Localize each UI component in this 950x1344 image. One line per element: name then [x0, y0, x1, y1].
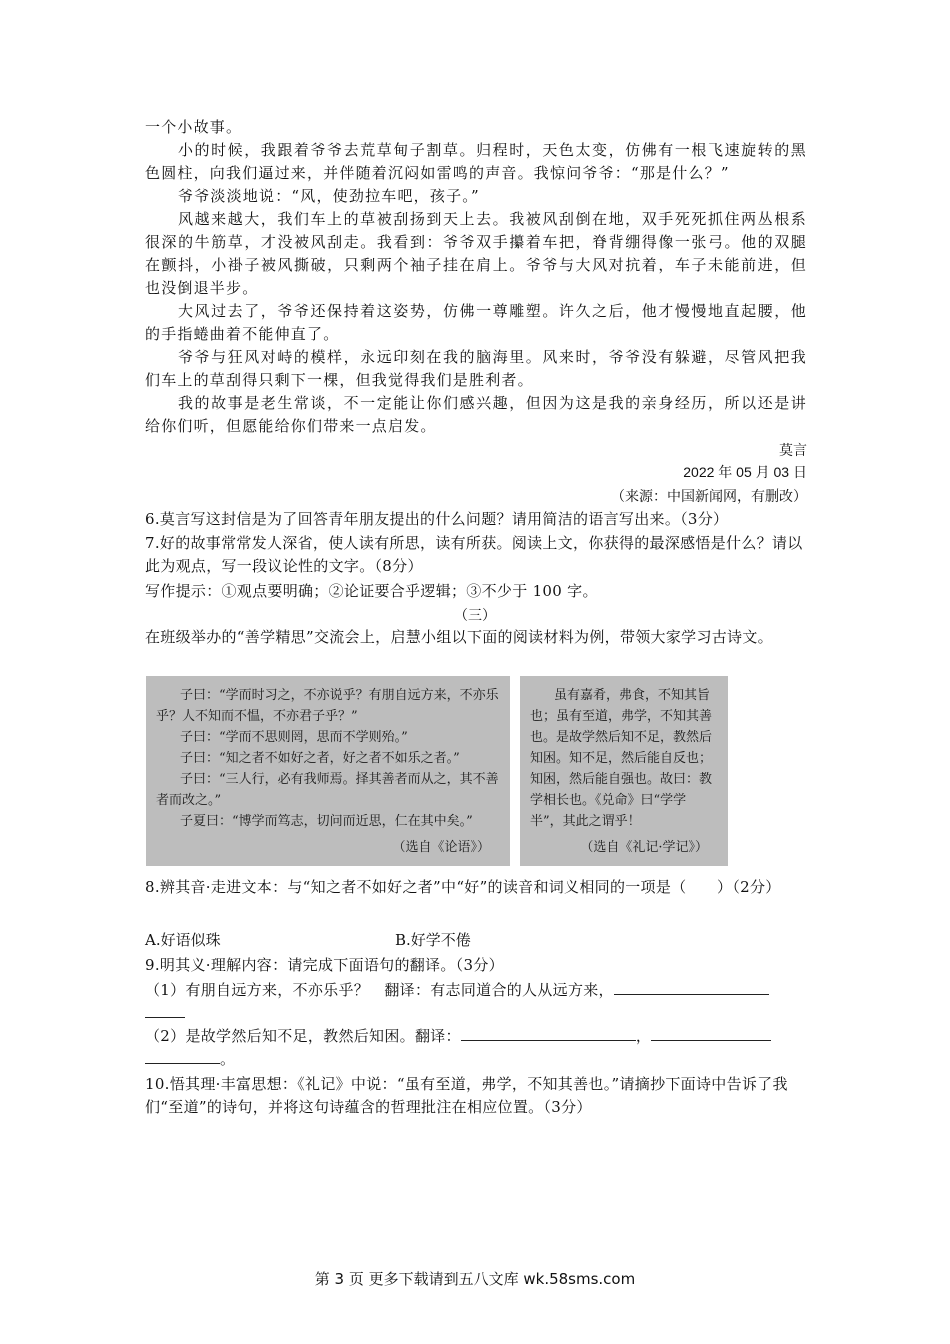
story-paragraph-6: 我的故事是老生常谈，不一定能让你们感兴趣，但因为这是我的亲身经历，所以还是讲给你们听，但愿能给你们带来一点启发。 [145, 394, 807, 435]
story-paragraph-3: 风越来越大，我们车上的草被刮扬到天上去。我被风刮倒在地，双手死死抓住两丛根系很深的牛筋草，才没被风刮走。我看到：爷爷双手攥着车把，脊背绷得像一张弓。他的双腿在颤抖，小褂子被风撕破，只剩两个袖子挂在肩上。爷爷与大风对抗着，车子未能前进，但也没倒退半步。 [145, 210, 807, 297]
question-9-item-1-text: （1）有朋自远方来，不亦乐乎？ 翻译：有志同道合的人从远方来， [145, 981, 614, 999]
liji-excerpt-box [520, 676, 728, 866]
story-paragraph-1: 小的时候，我跟着爷爷去荒草甸子割草。归程时，天色太变，仿佛有一根飞速旋转的黑色圆柱，向我们逼过来，并伴随着沉闷如雷鸣的声音。我惊问爷爷：“那是什么？” [145, 141, 807, 182]
story-opening: 一个小故事。 [145, 118, 243, 136]
lunyu-line-2: 子曰：“学而不思则罔，思而不学则殆。” [180, 730, 408, 745]
question-8: 8.辨其音·走进文本：与“知之者不如好之者”中“好”的读音和词义相同的一项是（ ）（2分） [145, 878, 781, 896]
source-note: （来源：中国新闻网，有删改） [611, 489, 807, 505]
question-8-option-a: A.好语似珠 [145, 931, 221, 949]
lunyu-line-3: 子曰：“知之者不如好之者，好之者不如乐之者。” [180, 751, 460, 766]
answer-blank-9-1a[interactable] [614, 980, 769, 995]
question-9: 9.明其义·理解内容：请完成下面语句的翻译。（3分） [145, 956, 504, 974]
lunyu-source: （选自《论语》） [392, 840, 490, 855]
answer-blank-9-2a[interactable] [461, 1026, 636, 1041]
liji-source: （选自《礼记·学记》） [580, 840, 708, 855]
lunyu-line-5: 子夏曰：“博学而笃志，切问而近思，仁在其中矣。” [180, 814, 473, 829]
answer-blank-9-1b[interactable] [145, 1003, 185, 1018]
lunyu-line-4: 子曰：“三人行，必有我师焉。择其善者而从之，其不善者而改之。” [156, 772, 499, 808]
liji-text: 虽有嘉肴，弗食，不知其旨也；虽有至道，弗学，不知其善也。是故学然后知不足，教然后知困。知不足，然后能自反也；知困，然后能自强也。故曰：教学相长也。《兑命》曰“学学半”，其此之谓乎！ [530, 688, 713, 829]
answer-blank-9-2b[interactable] [651, 1026, 771, 1041]
question-10: 10.悟其理·丰富思想：《礼记》中说：“虽有至道，弗学，不知其善也。”请摘抄下面诗中告诉了我们“至道”的诗句，并将这句诗蕴含的哲理批注在相应位置。（3分） [145, 1075, 788, 1116]
lunyu-line-1: 子曰：“学而时习之，不亦说乎？有朋自远方来，不亦乐乎？人不知而不愠，不亦君子乎？” [156, 688, 499, 724]
question-9-item-2 [145, 1025, 807, 1071]
story-paragraph-4: 大风过去了，爷爷还保持着这姿势，仿佛一尊雕塑。许久之后，他才慢慢地直起腰，他的手指蜷曲着不能伸直了。 [145, 302, 807, 343]
letter-date: 2022 年 05 月 03 日 [683, 464, 807, 480]
question-7: 7.好的故事常常发人深省，使人读有所思，读有所获。阅读上文，你获得的最深感悟是什么？请以此为观点，写一段议论性的文字。（8分） [145, 534, 803, 575]
question-6: 6.莫言写这封信是为了回答青年朋友提出的什么问题？请用简洁的语言写出来。（3分） [145, 510, 729, 528]
lunyu-excerpt-box [146, 676, 510, 866]
story-paragraph-2: 爷爷淡淡地说：“风，使劲拉车吧，孩子。” [178, 187, 480, 205]
question-9-item-2-end: 。 [220, 1050, 236, 1068]
story-paragraph-5: 爷爷与狂风对峙的模样，永远印刻在我的脑海里。风来时，爷爷没有躲避，尽管风把我们车上的草刮得只剩下一棵，但我觉得我们是胜利者。 [145, 348, 807, 389]
question-8-option-b: B.好学不倦 [395, 931, 471, 949]
section-intro: 在班级举办的“善学精思”交流会上，启慧小组以下面的阅读材料为例，带领大家学习古诗文。 [145, 628, 773, 646]
author-signature: 莫言 [779, 443, 807, 459]
question-9-item-1 [145, 979, 807, 1025]
question-7-hint: 写作提示：①观点要明确；②论证要合乎逻辑；③不少于 100 字。 [145, 582, 598, 600]
question-9-item-2-text: （2）是故学然后知不足，教然后知困。翻译： [145, 1027, 461, 1045]
question-9-item-2-comma: ， [635, 1027, 652, 1045]
answer-blank-9-2c[interactable] [145, 1049, 220, 1064]
section-heading-3: （三） [454, 608, 496, 624]
page-footer: 第 3 页 更多下载请到五八文库 wk.58sms.com [314, 1270, 636, 1288]
